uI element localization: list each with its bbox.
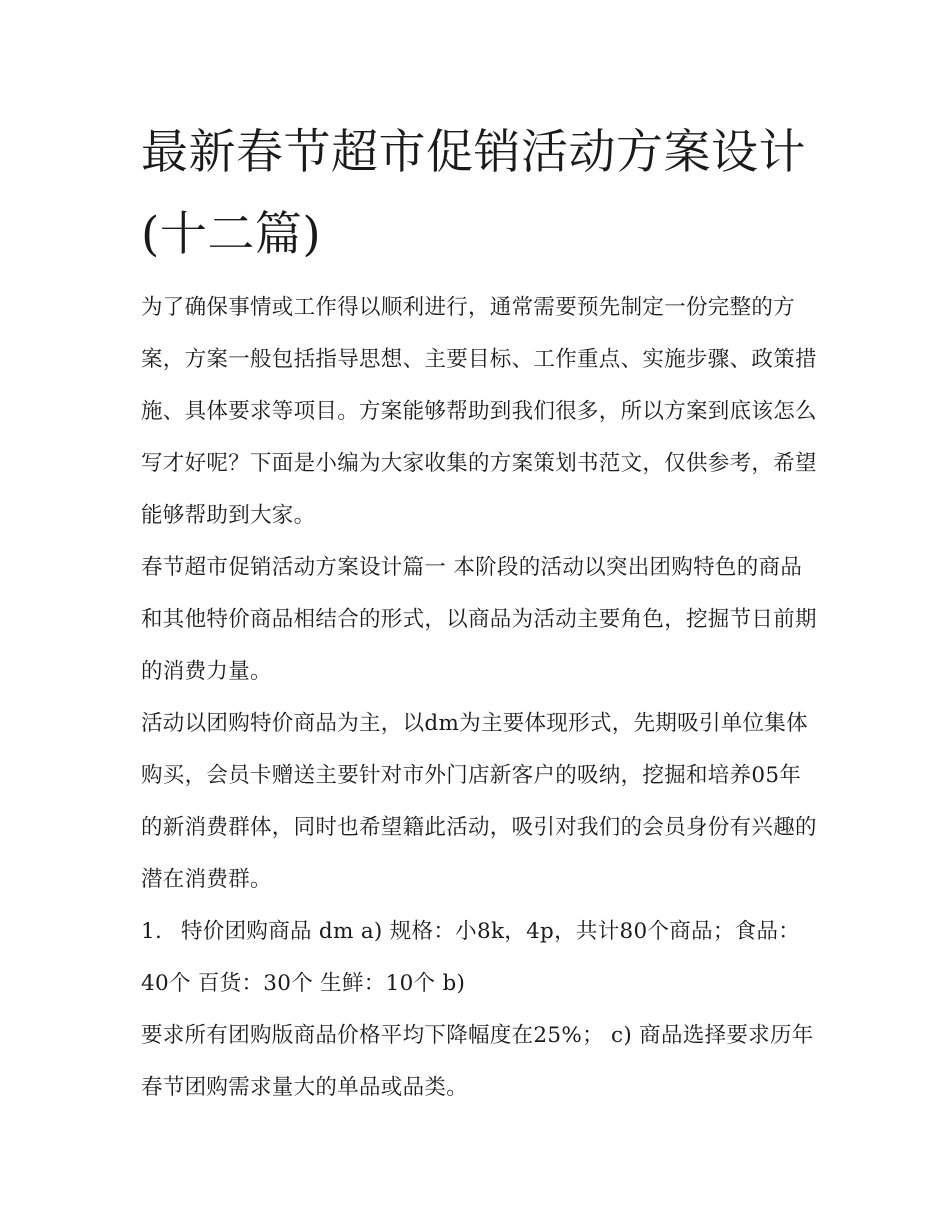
document-page	[141, 112, 821, 1114]
list-item-1	[141, 906, 821, 1010]
document-title: 最新春节超市促销活动方案设计(十二篇)	[141, 125, 806, 262]
section-1-paragraph: 春节超市促销活动方案设计篇一 本阶段的活动以突出团购特色的商品和其他特价商品相结合的形式，以商品为活动主要角色，挖掘节日前期的消费力量。	[141, 555, 817, 684]
requirements-paragraph: 要求所有团购版商品价格平均下降幅度在25%； c) 商品选择要求历年春节团购需求量大的单品或品类。	[141, 1023, 814, 1100]
list-number: 1.	[141, 919, 163, 944]
activity-paragraph: 活动以团购特价商品为主，以dm为主要体现形式，先期吸引单位集体购买，会员卡赠送主要针对市外门店新客户的吸纳，挖掘和培养05年的新消费群体，同时也希望籍此活动，吸引对我们的会员身份有兴趣的潜在消费群。	[141, 711, 817, 892]
list-item-text: 特价团购商品 dm a) 规格：小8k，4p，共计80个商品；食品：40个 百货：30个 生鲜：10个 b)	[141, 919, 801, 996]
intro-paragraph: 为了确保事情或工作得以顺利进行，通常需要预先制定一份完整的方案，方案一般包括指导思想、主要目标、工作重点、实施步骤、政策措施、具体要求等项目。方案能够帮助到我们很多，所以方案到底该怎么写才好呢？下面是小编为大家收集的方案策划书范文，仅供参考，希望能够帮助到大家。	[141, 295, 817, 528]
